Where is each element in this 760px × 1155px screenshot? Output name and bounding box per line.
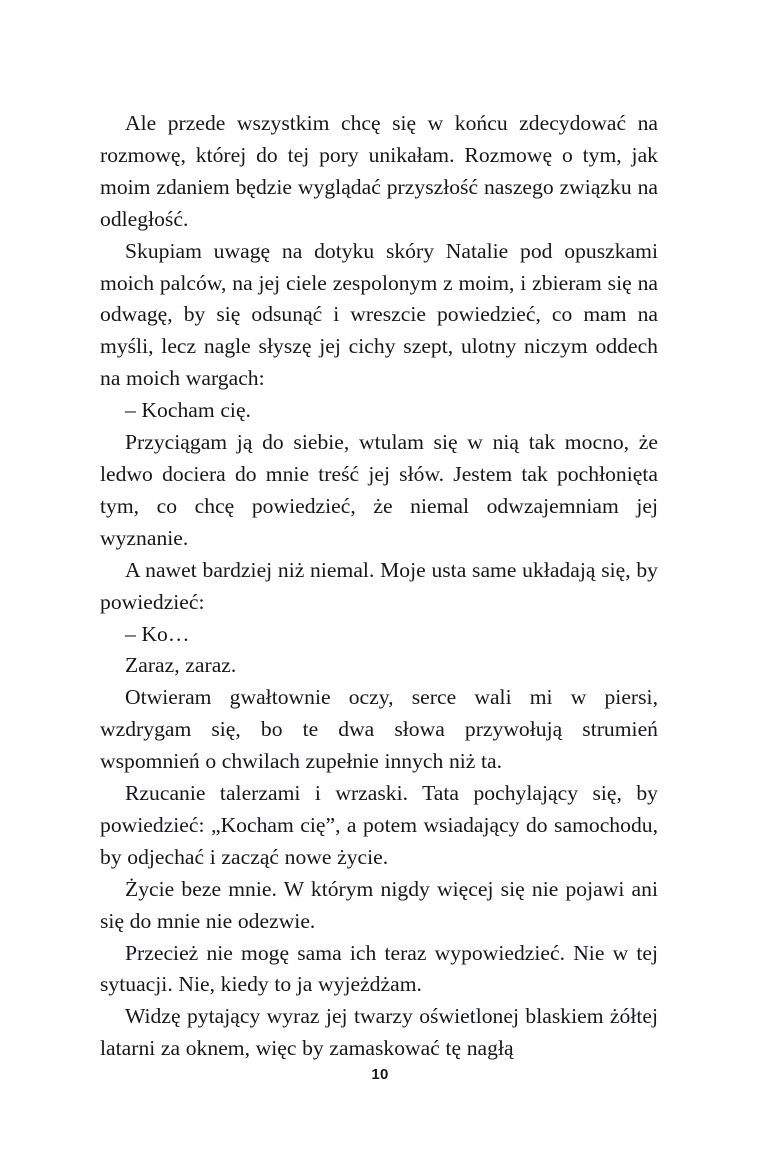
paragraph: Ale przede wszystkim chcę się w końcu zdecydować na rozmowę, której do tej pory unikałam. Rozmowę o tym, jak moim zdaniem będzie wyglądać przyszłość naszego związku na odległość.	[100, 111, 658, 231]
dialogue-line: – Kocham cię.	[125, 398, 251, 423]
paragraph: Zaraz, zaraz.	[125, 653, 237, 678]
paragraph: Życie beze mnie. W którym nigdy więcej się nie pojawi ani się do mnie nie odezwie.	[100, 876, 658, 933]
paragraph: Przecież nie mogę sama ich teraz wypowiedzieć. Nie w tej sytuacji. Nie, kiedy to ja wyjeżdżam.	[100, 940, 658, 997]
paragraph: Widzę pytający wyraz jej twarzy oświetlonej blaskiem żółtej latarni za oknem, więc by zamaskować tę nagłą	[100, 1004, 658, 1061]
paragraph: A nawet bardziej niż niemal. Moje usta same układają się, by powiedzieć:	[100, 557, 658, 614]
page-text-block	[100, 108, 658, 1065]
paragraph: Przyciągam ją do siebie, wtulam się w nią tak mocno, że ledwo dociera do mnie treść jej słów. Jestem tak pochłonięta tym, co chcę powiedzieć, że niemal odwzajemniam jej wyznanie.	[100, 430, 658, 550]
page-number: 10	[371, 1066, 389, 1083]
paragraph: Skupiam uwagę na dotyku skóry Natalie pod opuszkami moich palców, na jej ciele zespolonym z moim, i zbieram się na odwagę, by się odsunąć i wreszcie powiedzieć, co mam na myśli, lecz nagle słyszę jej cichy szept, ulotny niczym oddech na moich wargach:	[100, 238, 658, 391]
paragraph: Otwieram gwałtownie oczy, serce wali mi w piersi, wzdrygam się, bo te dwa słowa przywołują strumień wspomnień o chwilach zupełnie innych niż ta.	[100, 685, 658, 774]
paragraph: Rzucanie talerzami i wrzaski. Tata pochylający się, by powiedzieć: „Kocham cię”, a potem wsiadający do samochodu, by odjechać i zacząć nowe życie.	[100, 781, 658, 869]
dialogue-line: – Ko…	[125, 621, 190, 646]
